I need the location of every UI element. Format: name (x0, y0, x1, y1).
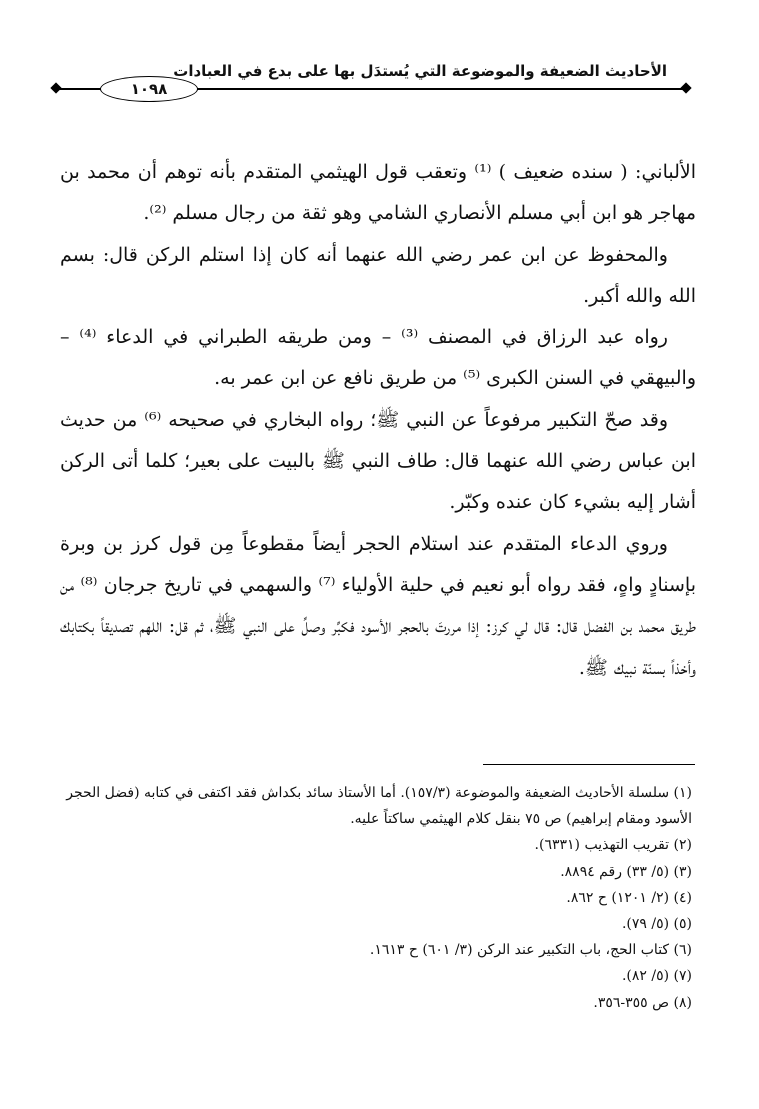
footnote-7: (٧) (٥/ ٨٢). (621, 968, 692, 985)
footnote-8: (٨) ص ٣٥٥-٣٥٦. (593, 994, 692, 1011)
footnote-3: (٣) (٥/ ٣٣) رقم ٨٨٩٤. (560, 863, 692, 880)
footnotes (60, 780, 692, 1016)
body-paragraph-1: الألباني: ( سنده ضعيف ) ⁽¹⁾ وتعقب قول الهيثمي المتقدم بأنه توهم أن محمد بن مهاجر هو ابن أبي مسلم الأنصاري الشامي وهو ثقة من رجال مسلم ⁽²⁾. (60, 161, 696, 225)
body-paragraph-5: وروي الدعاء المتقدم عند استلام الحجر أيضاً مقطوعاً مِن قول كرز بن وبرة بإسنادٍ واهٍ، فقد رواه أبو نعيم في حلية الأولياء ⁽⁷⁾ والسهمي في تاريخ جرجان ⁽⁸⁾ من طريق محمد بن الفضل قال: قال لي كرز: إذا مررتَ بالحجر الأسود فكبِّر وصلِّ على النبي ﷺ، ثم قل: اللهم تصديقاً بكتابك وأخذاً بسنّة نبيك ﷺ. (60, 532, 697, 679)
body-paragraph-4: وقد صحّ التكبير مرفوعاً عن النبي ﷺ؛ رواه البخاري في صحيحه ⁽⁶⁾ من حديث ابن عباس رضي الله عنهما قال: طاف النبي ﷺ بالبيت على بعير؛ كلما أتى الركن أشار إليه بشيء كان عنده وكبّر. (60, 408, 696, 514)
footnote-5: (٥) (٥/ ٧٩). (621, 916, 692, 933)
footnote-4: (٤) (٢/ ١٢٠١) ح ٨٦٢. (566, 889, 692, 906)
body-paragraph-3: رواه عبد الرزاق في المصنف ⁽³⁾ – ومن طريقه الطبراني في الدعاء ⁽⁴⁾ – والبيهقي في السنن الكبرى ⁽⁵⁾ من طريق نافع عن ابن عمر به. (60, 326, 696, 390)
header-diamond-left (50, 82, 61, 93)
footnote-6: (٦) كتاب الحج، باب التكبير عند الركن (٣/ ٦٠١) ح ١٦١٣. (369, 942, 692, 959)
body-text (60, 152, 696, 689)
footnote-separator (483, 764, 695, 765)
body-paragraph-2: والمحفوظ عن ابن عمر رضي الله عنهما أنه كان إذا استلم الركن قال: بسم الله والله أكبر. (60, 243, 696, 307)
footnote-1: (١) سلسلة الأحاديث الضعيفة والموضوعة (١٥٧/٣). أما الأستاذ سائد بكداش فقد اكتفى في كتابه (فضل الحجر الأسود ومقام إبراهيم) ص ٧٥ بنقل كلام الهيثمي ساكتاً عليه. (66, 785, 692, 828)
running-title: الأحاديث الضعيفة والموضوعة التي يُستدَل بها على بدع في العبادات (173, 62, 667, 80)
footnote-2: (٢) تقريب التهذيب (٦٣٣١). (534, 837, 692, 854)
page-number: ١٠٩٨ (100, 76, 198, 102)
header-diamond-right (680, 82, 691, 93)
